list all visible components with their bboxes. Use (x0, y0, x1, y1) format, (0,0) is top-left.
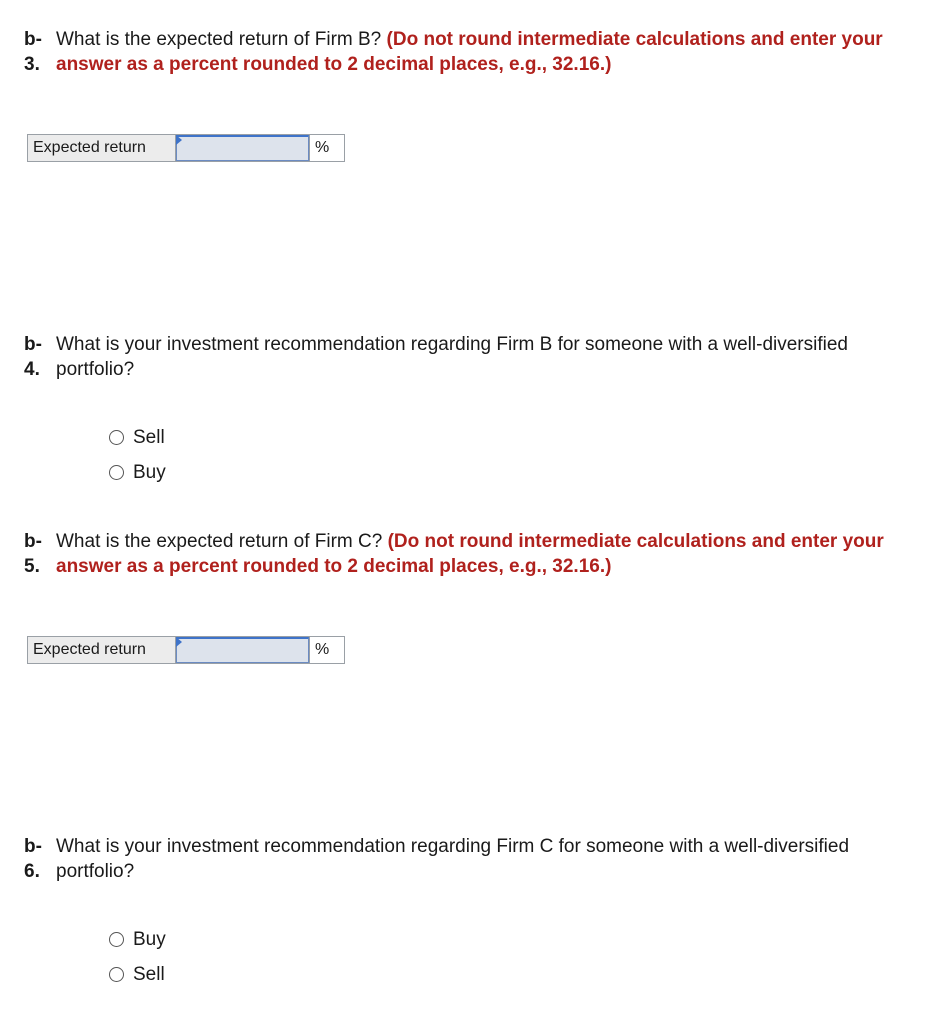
radio-option-sell[interactable] (109, 957, 166, 992)
question-instruction: (Do not round intermediate calculations and enter your answer as a percent rounded to 2 decimal places, e.g., 32.16.) (56, 531, 884, 577)
answer-input-wrap (176, 135, 309, 161)
radio-label: Buy (133, 928, 166, 950)
radio-option-buy[interactable] (109, 455, 166, 490)
question-text: What is your investment recommendation regarding Firm C for someone with a well-diversified portfolio? (56, 836, 850, 882)
question-number: b- 4. (24, 334, 42, 380)
answer-label: Expected return (28, 135, 176, 161)
radio-group-firm-b (109, 420, 166, 490)
input-marker-icon (176, 637, 182, 647)
answer-row-b3 (27, 134, 345, 162)
question-prompt: What is the expected return of Firm B? (56, 29, 387, 50)
radio-option-buy[interactable] (109, 922, 166, 957)
answer-unit: % (309, 135, 344, 161)
expected-return-firm-c-input[interactable] (176, 637, 309, 663)
input-marker-icon (176, 135, 182, 145)
question-number: b- 6. (24, 836, 42, 882)
radio-button-icon[interactable] (109, 430, 124, 445)
radio-label: Buy (133, 461, 166, 483)
radio-label: Sell (133, 963, 165, 985)
question-prompt: What is the expected return of Firm C? (56, 531, 388, 552)
question-text (56, 28, 904, 77)
radio-label: Sell (133, 426, 165, 448)
radio-button-icon[interactable] (109, 465, 124, 480)
answer-input-wrap (176, 637, 309, 663)
question-b5 (24, 530, 904, 579)
answer-row-b5 (27, 636, 345, 664)
radio-group-firm-c (109, 922, 166, 992)
question-number: b- 5. (24, 531, 42, 577)
answer-label: Expected return (28, 637, 176, 663)
radio-button-icon[interactable] (109, 967, 124, 982)
expected-return-firm-b-input[interactable] (176, 135, 309, 161)
question-text (56, 530, 904, 579)
answer-unit: % (309, 637, 344, 663)
radio-option-sell[interactable] (109, 420, 166, 455)
question-instruction: (Do not round intermediate calculations and enter your answer as a percent rounded to 2 decimal places, e.g., 32.16.) (56, 29, 883, 75)
question-number: b- 3. (24, 29, 42, 75)
question-text: What is your investment recommendation regarding Firm B for someone with a well-diversified portfolio? (56, 334, 848, 380)
radio-button-icon[interactable] (109, 932, 124, 947)
question-b3 (24, 28, 904, 77)
question-b6 (24, 835, 904, 884)
question-b4 (24, 333, 904, 382)
